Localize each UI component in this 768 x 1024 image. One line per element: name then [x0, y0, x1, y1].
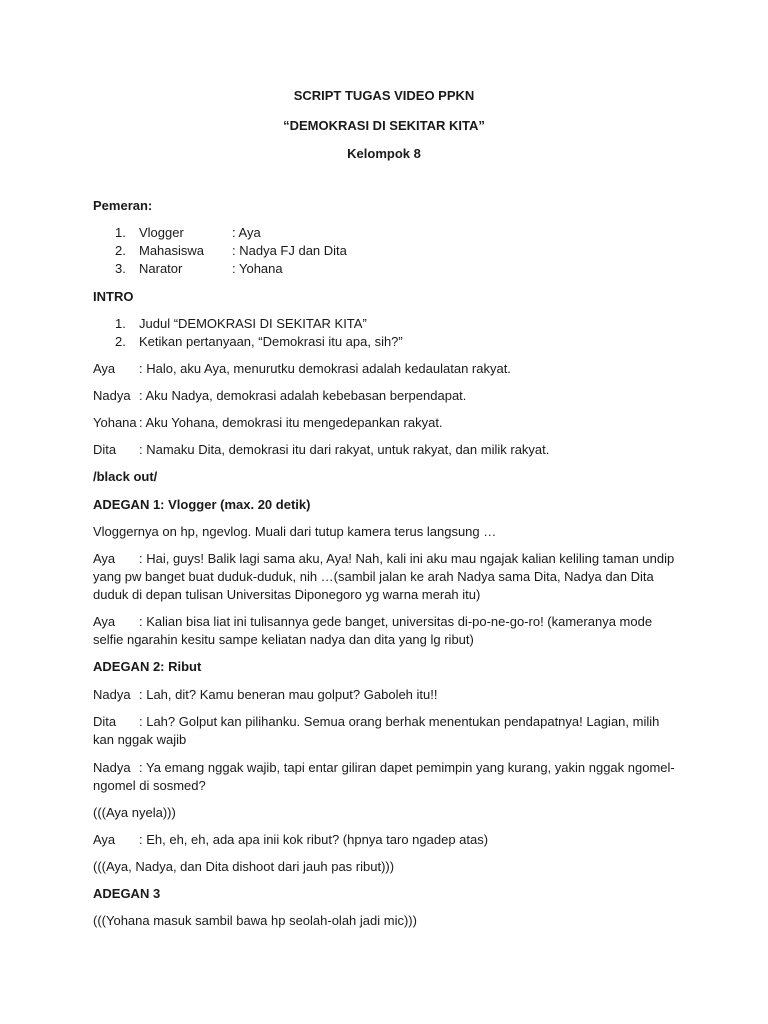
- cast-number: 2.: [115, 243, 126, 258]
- dialog-line: [93, 414, 443, 432]
- intro-number: 1.: [115, 316, 126, 331]
- cast-role: Mahasiswa: [139, 243, 205, 258]
- adegan3-heading: ADEGAN 3: [93, 886, 161, 901]
- cast-role: Vlogger: [139, 225, 184, 240]
- dialog-line: [93, 387, 466, 405]
- stage-direction: (((Aya nyela))): [93, 805, 176, 820]
- speaker-name: Nadya: [93, 687, 131, 702]
- blackout-direction: /black out/: [93, 469, 158, 484]
- dialog-continuation: kan nggak wajib: [93, 732, 187, 747]
- dialog-text: : Ya emang nggak wajib, tapi entar giliran dapet pemimpin yang kurang, yakin nggak ngomel-: [139, 760, 675, 775]
- cast-heading: Pemeran:: [93, 198, 153, 213]
- dialog-text: : Lah, dit? Kamu beneran mau golput? Gaboleh itu!!: [139, 687, 438, 702]
- cast-name: : Aya: [232, 225, 261, 240]
- stage-direction: (((Yohana masuk sambil bawa hp seolah-olah jadi mic))): [93, 913, 417, 928]
- adegan2-heading: ADEGAN 2: Ribut: [93, 659, 202, 674]
- dialog-line: [93, 759, 675, 777]
- dialog-line: [93, 831, 488, 849]
- intro-number: 2.: [115, 334, 126, 349]
- cast-name: : Nadya FJ dan Dita: [232, 243, 347, 258]
- dialog-text: : Namaku Dita, demokrasi itu dari rakyat, untuk rakyat, dan milik rakyat.: [139, 442, 550, 457]
- document-subtitle: “DEMOKRASI DI SEKITAR KITA”: [283, 118, 485, 133]
- cast-item: [115, 242, 347, 260]
- dialog-continuation: yang pw banget buat duduk-duduk, nih …(sambil jalan ke arah Nadya sama Dita, Nadya dan Dita: [93, 569, 654, 584]
- cast-number: 3.: [115, 261, 126, 276]
- speaker-name: Dita: [93, 442, 117, 457]
- group-label: Kelompok 8: [347, 146, 421, 161]
- cast-number: 1.: [115, 225, 126, 240]
- dialog-continuation: ngomel di sosmed?: [93, 778, 206, 793]
- speaker-name: Aya: [93, 551, 116, 566]
- cast-role: Narator: [139, 261, 183, 276]
- dialog-line: [93, 686, 437, 704]
- speaker-name: Nadya: [93, 388, 131, 403]
- adegan1-heading: ADEGAN 1: Vlogger (max. 20 detik): [93, 497, 311, 512]
- dialog-text: : Kalian bisa liat ini tulisannya gede banget, universitas di-po-ne-go-ro! (kameranya mode: [139, 614, 653, 629]
- speaker-name: Yohana: [93, 415, 137, 430]
- intro-text: Judul “DEMOKRASI DI SEKITAR KITA”: [139, 316, 367, 331]
- dialog-continuation: selfie ngarahin kesitu sampe keliatan nadya dan dita yang lg ribut): [93, 632, 474, 647]
- speaker-name: Nadya: [93, 760, 131, 775]
- intro-text: Ketikan pertanyaan, “Demokrasi itu apa, sih?”: [139, 334, 403, 349]
- dialog-line: [93, 360, 511, 378]
- dialog-text: : Halo, aku Aya, menurutku demokrasi adalah kedaulatan rakyat.: [139, 361, 511, 376]
- intro-item: [115, 333, 403, 351]
- adegan1-description: Vloggernya on hp, ngevlog. Muali dari tutup kamera terus langsung …: [93, 524, 497, 539]
- dialog-text: : Lah? Golput kan pilihanku. Semua orang berhak menentukan pendapatnya! Lagian, milih: [139, 714, 660, 729]
- speaker-name: Aya: [93, 832, 116, 847]
- cast-item: [115, 260, 283, 278]
- document-title: SCRIPT TUGAS VIDEO PPKN: [293, 88, 475, 103]
- cast-item: [115, 224, 261, 242]
- stage-direction: (((Aya, Nadya, dan Dita dishoot dari jauh pas ribut))): [93, 859, 395, 874]
- speaker-name: Aya: [93, 361, 116, 376]
- speaker-name: Dita: [93, 714, 117, 729]
- dialog-line: [93, 713, 659, 731]
- dialog-line: [93, 441, 549, 459]
- intro-heading: INTRO: [93, 289, 134, 304]
- dialog-text: : Aku Yohana, demokrasi itu mengedepankan rakyat.: [139, 415, 443, 430]
- dialog-text: : Eh, eh, eh, ada apa inii kok ribut? (hpnya taro ngadep atas): [139, 832, 489, 847]
- intro-item: [115, 315, 367, 333]
- dialog-text: : Aku Nadya, demokrasi adalah kebebasan berpendapat.: [139, 388, 467, 403]
- dialog-line: [93, 550, 674, 568]
- speaker-name: Aya: [93, 614, 116, 629]
- dialog-continuation: duduk di depan tulisan Universitas Diponegoro yg warna merah itu): [93, 587, 481, 602]
- dialog-text: : Hai, guys! Balik lagi sama aku, Aya! Nah, kali ini aku mau ngajak kalian keliling taman undip: [139, 551, 675, 566]
- cast-name: : Yohana: [232, 261, 283, 276]
- dialog-line: [93, 613, 652, 631]
